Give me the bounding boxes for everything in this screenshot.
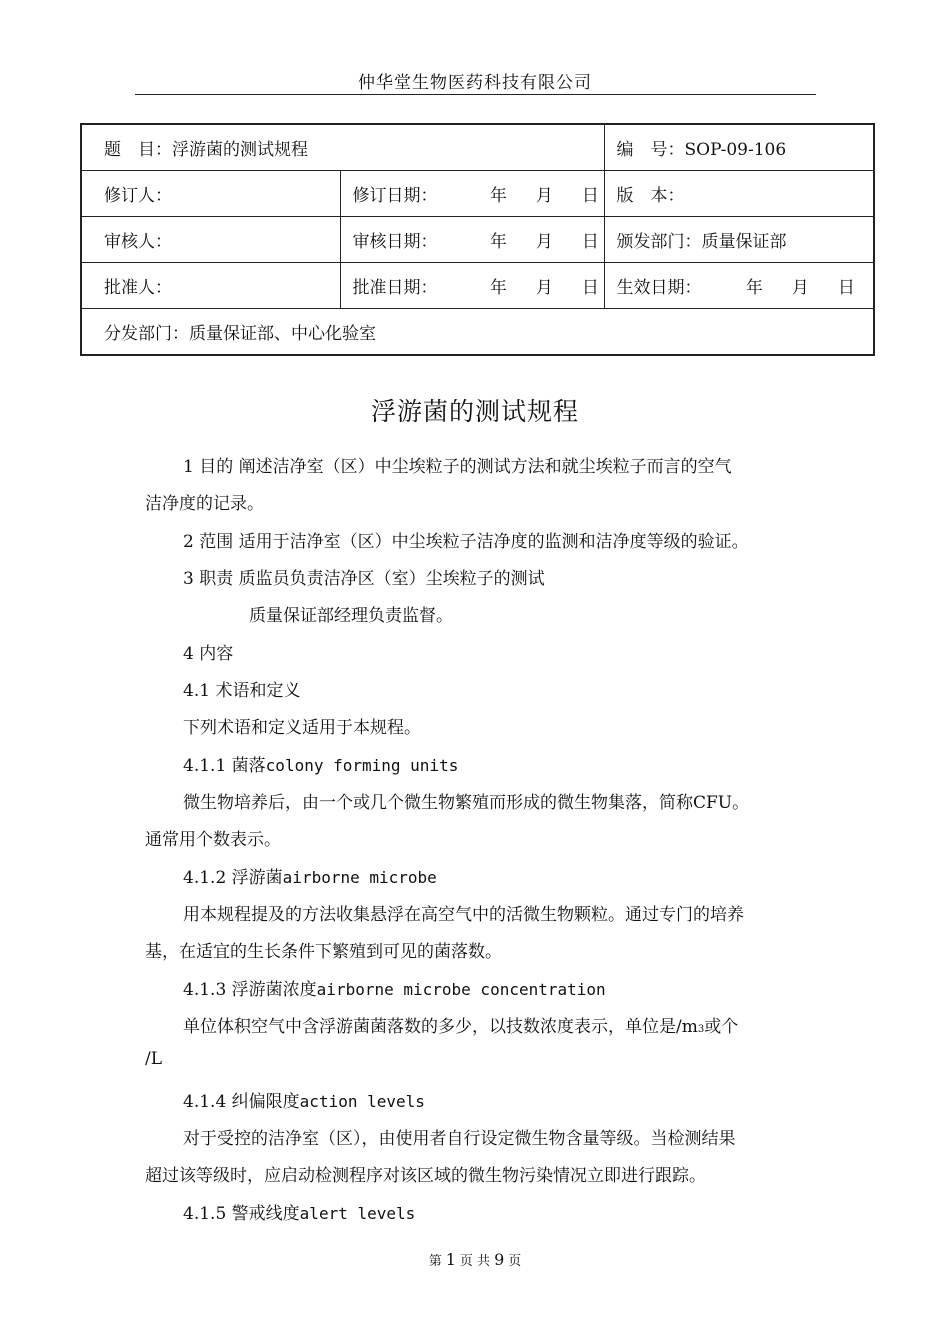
footer-prefix: 第 [428,1254,442,1269]
term-4-1-1-cn: 4.1.1 菌落 [183,756,266,776]
year-mark: 年 [489,278,507,298]
page-footer [0,1250,950,1269]
company-name: 仲华堂生物医药科技有限公司 [358,73,592,93]
effective-date-cell [604,263,874,309]
approve-date-cell [340,263,604,309]
year-mark: 年 [489,186,507,206]
term-4-1-4-def: 对于受控的洁净室（区），由使用者自行设定微生物含量等级。当检测结果 [183,1129,736,1149]
scope-line: 2 范围 适用于洁净室（区）中尘埃粒子洁净度的监测和洁净度等级的验证。 [183,532,749,552]
day-mark: 日 [581,278,599,298]
revise-date-label: 修订日期： [352,186,438,206]
document-control-table [80,123,875,356]
distribution-value: 质量保证部、中心化验室 [189,324,376,344]
term-4-1-3-def-cont: /L [145,1049,163,1069]
revise-date-cell [340,171,604,217]
subject-cell [81,124,604,171]
day-mark: 日 [581,186,599,206]
subject-label: 题 目： [104,140,172,160]
footer-suffix: 页 [508,1254,522,1269]
row-subject [81,124,874,171]
code-cell [604,124,874,171]
issue-dept-value: 质量保证部 [701,232,787,252]
purpose-line: 1 目的 阐述洁净室（区）中尘埃粒子的测试方法和就尘埃粒子而言的空气 [183,457,732,477]
code-label: 编 号： [616,140,685,160]
row-revision [81,171,874,217]
term-4-1-4-heading [183,1087,425,1112]
month-mark: 月 [535,186,553,206]
term-4-1-3-def [183,1012,738,1037]
year-mark: 年 [489,232,507,252]
row-approval [81,263,874,309]
row-distribution [81,309,874,356]
term-4-1-3-en: airborne microbe concentration [316,980,606,999]
review-date-cell [340,217,604,263]
header-rule [135,94,816,95]
version-label: 版 本： [616,186,685,206]
distribution-cell [81,309,874,356]
cubic-superscript: 3 [697,1024,705,1035]
reviewer-label: 审核人： [104,232,172,252]
month-mark: 月 [791,278,809,298]
term-4-1-3-heading [183,975,606,1000]
term-4-1-2-def-cont: 基，在适宜的生长条件下繁殖到可见的菌落数。 [145,942,502,962]
term-4-1-2-heading [183,863,437,888]
row-review [81,217,874,263]
term-4-1-1-heading [183,751,458,776]
duty-line: 3 职责 质监员负责洁净区（室）尘埃粒子的测试 [183,569,545,589]
term-4-1-2-en: airborne microbe [282,868,437,887]
day-mark: 日 [581,232,599,252]
document-title: 浮游菌的测试规程 [370,397,579,426]
month-mark: 月 [535,232,553,252]
footer-mid: 页 共 [459,1254,491,1269]
term-4-1-3-def-tail: 或个 [704,1017,739,1037]
review-date-label: 审核日期： [352,232,438,252]
page-number: 1 [445,1250,456,1269]
term-4-1-2-cn: 4.1.2 浮游菌 [183,868,283,888]
day-mark: 日 [837,278,855,298]
subject-value: 浮游菌的测试规程 [172,140,308,160]
term-4-1-1-def: 微生物培养后，由一个或几个微生物繁殖而形成的微生物集落，简称CFU。 [183,793,750,813]
content-heading: 4 内容 [183,644,234,664]
term-4-1-3-def-text: 单位体积空气中含浮游菌菌落数的多少，以技数浓度表示，单位是/m [183,1017,698,1037]
term-4-1-4-def-cont: 超过该等级时，应启动检测程序对该区域的微生物污染情况立即进行跟踪。 [145,1166,706,1186]
issue-dept-label: 颁发部门： [616,232,702,252]
approver-label: 批准人： [104,278,172,298]
term-4-1-2-def: 用本规程提及的方法收集悬浮在高空气中的活微生物颗粒。通过专门的培养 [183,905,744,925]
term-4-1-4-cn: 4.1.4 纠偏限度 [183,1092,300,1112]
approve-date-label: 批准日期： [352,278,438,298]
effective-date-label: 生效日期： [616,278,702,298]
term-4-1-5-heading [183,1199,415,1224]
term-4-1-1-en: colony forming units [265,756,459,775]
reviser-label: 修订人： [104,186,172,206]
purpose-line-cont: 洁净度的记录。 [145,494,264,514]
term-4-1-3-cn: 4.1.3 浮游菌浓度 [183,980,317,1000]
year-mark: 年 [745,278,763,298]
approver-cell [81,263,340,309]
term-4-1-4-en: action levels [299,1092,425,1111]
reviewer-cell [81,217,340,263]
term-4-1-5-en: alert levels [299,1204,416,1223]
term-4-1-5-cn: 4.1.5 警戒线度 [183,1204,300,1224]
duty-line-cont: 质量保证部经理负责监督。 [249,606,453,626]
version-cell [604,171,874,217]
issue-dept-cell [604,217,874,263]
terms-intro: 下列术语和定义适用于本规程。 [183,718,421,738]
page-total: 9 [494,1250,505,1269]
term-4-1-1-def-cont: 通常用个数表示。 [145,830,281,850]
month-mark: 月 [535,278,553,298]
reviser-cell [81,171,340,217]
distribution-label: 分发部门： [104,324,189,344]
section-4-1-heading: 4.1 术语和定义 [183,681,301,701]
code-value: SOP-09-106 [684,140,787,160]
